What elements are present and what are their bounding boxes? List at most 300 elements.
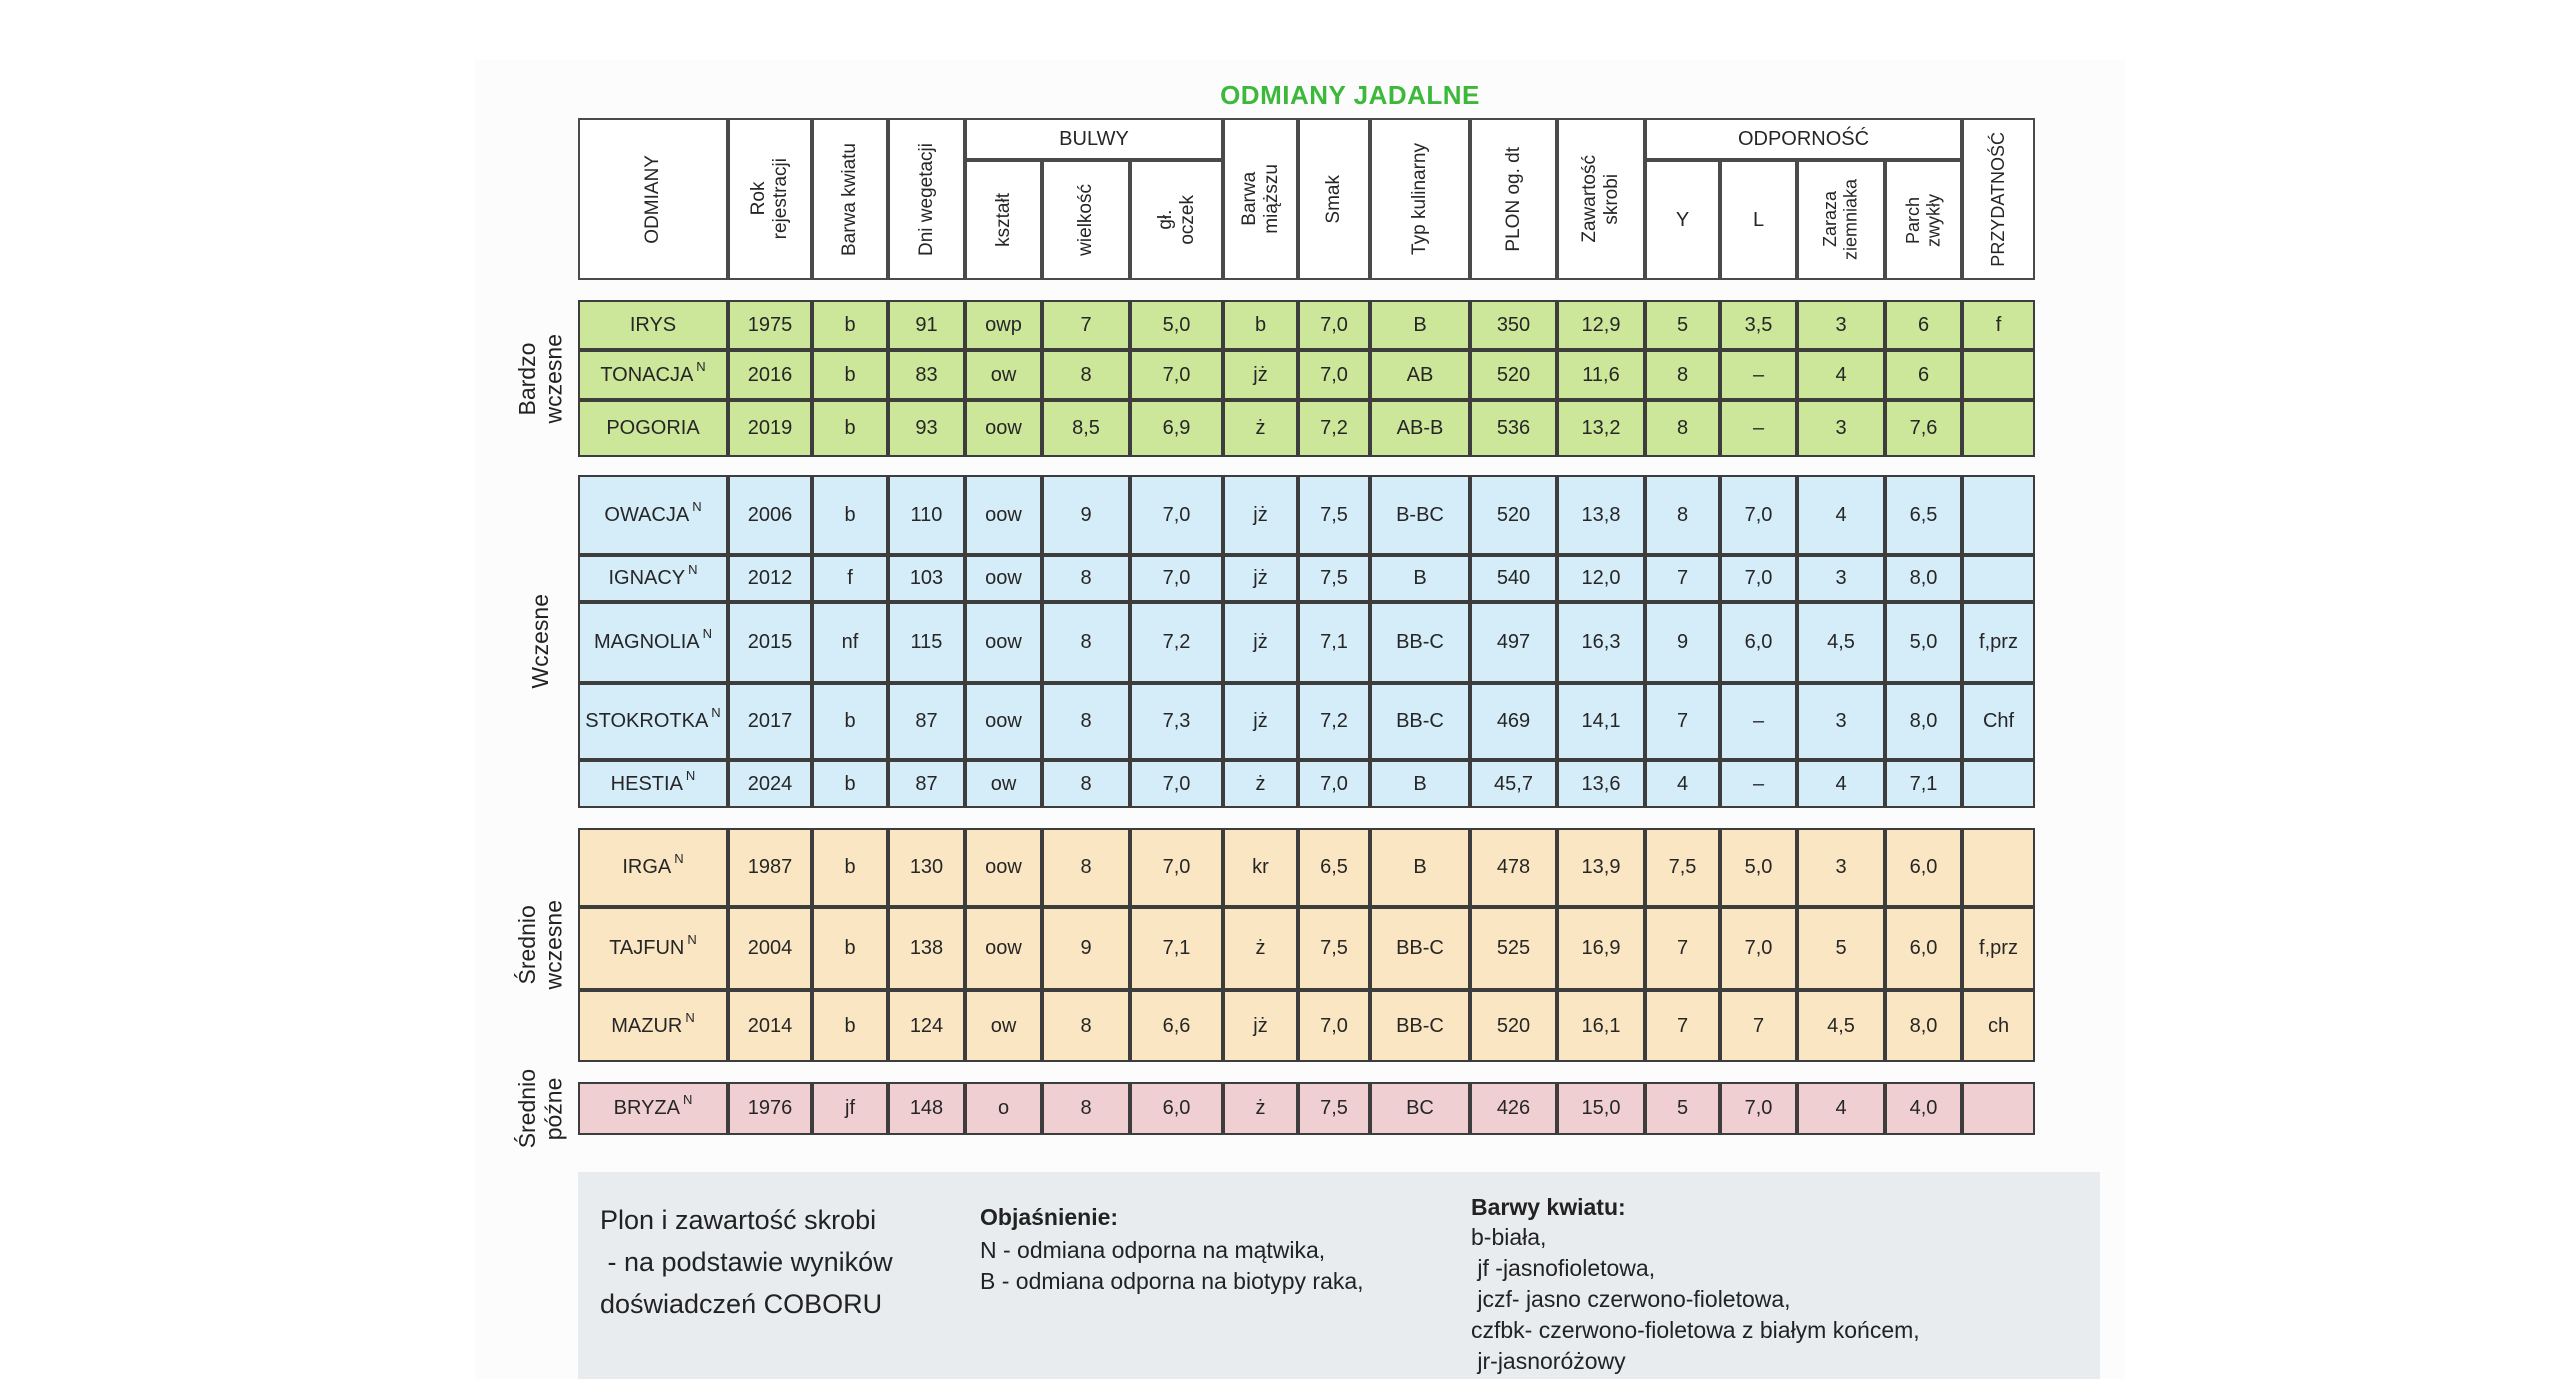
table-cell bbox=[728, 475, 812, 555]
table-cell bbox=[1797, 1082, 1885, 1135]
table-cell bbox=[1885, 350, 1962, 400]
group-label bbox=[505, 828, 575, 1062]
table-cell bbox=[1645, 555, 1720, 602]
header-przydatnosc-label: PRZYDATNOŚĆ bbox=[1988, 131, 2009, 267]
header-rok-label: Rok rejestracji bbox=[748, 158, 791, 240]
cell-value: 7 bbox=[1676, 710, 1689, 732]
table-cell bbox=[812, 475, 888, 555]
table-cell bbox=[1797, 683, 1885, 760]
cell-value: 469 bbox=[1496, 710, 1531, 732]
cell-value: 6 bbox=[1917, 313, 1930, 336]
cell-value: 7,0 bbox=[1320, 363, 1348, 386]
table-cell bbox=[1223, 828, 1298, 907]
table-cell bbox=[1885, 683, 1962, 760]
cell-value: 6 bbox=[1917, 363, 1930, 386]
table-cell bbox=[1470, 1082, 1557, 1135]
group-label bbox=[505, 475, 575, 808]
variety-name: TONACJA bbox=[600, 363, 694, 386]
cell-value: 6,0 bbox=[1162, 1097, 1191, 1119]
cell-value: 540 bbox=[1496, 567, 1531, 589]
header-barwa-kwiatu bbox=[812, 118, 888, 280]
table-cell bbox=[1885, 1082, 1962, 1135]
group-label-text: Średnio późne bbox=[513, 1068, 566, 1149]
header-odmiany bbox=[578, 118, 728, 280]
cell-value: 8,0 bbox=[1909, 1014, 1938, 1037]
header-smak-label: Smak bbox=[1323, 174, 1345, 224]
cell-value: 6,0 bbox=[1909, 856, 1938, 878]
table-cell bbox=[1298, 760, 1370, 808]
cell-value: b bbox=[844, 503, 856, 526]
table-cell bbox=[1962, 760, 2035, 808]
cell-value: ow bbox=[990, 363, 1017, 386]
cell-value: 2016 bbox=[747, 363, 793, 386]
variety-name: IGNACY bbox=[608, 567, 686, 589]
cell-value: 8 bbox=[1080, 631, 1092, 653]
variety-marker: N bbox=[688, 562, 698, 577]
cell-value: 520 bbox=[1496, 363, 1531, 386]
header-rok bbox=[728, 118, 812, 280]
cell-value: 3,5 bbox=[1744, 313, 1773, 336]
table-cell bbox=[1470, 990, 1557, 1062]
cell-value: 7,2 bbox=[1162, 631, 1191, 653]
cell-value: BB-C bbox=[1396, 631, 1444, 653]
header-y-label: Y bbox=[1675, 208, 1690, 231]
table-cell bbox=[1370, 760, 1470, 808]
cell-value: 87 bbox=[915, 772, 938, 795]
table-cell bbox=[1298, 683, 1370, 760]
header-skrobia-label: Zawartość skrobi bbox=[1579, 155, 1622, 243]
header-ksztalt-label: kształt bbox=[992, 193, 1014, 247]
table-cell bbox=[1223, 350, 1298, 400]
table-cell bbox=[1042, 1082, 1130, 1135]
cell-value: kr bbox=[1252, 856, 1269, 878]
variety-marker: N bbox=[682, 1092, 693, 1107]
cell-value: B bbox=[1413, 772, 1427, 795]
variety-name-cell bbox=[578, 1082, 728, 1135]
table-cell bbox=[1797, 760, 1885, 808]
header-przydatnosc bbox=[1962, 118, 2035, 280]
table-cell bbox=[1130, 1082, 1223, 1135]
cell-value: 7,6 bbox=[1909, 417, 1938, 439]
table-cell bbox=[728, 300, 812, 350]
cell-value: 7,0 bbox=[1320, 772, 1348, 795]
cell-value: 13,8 bbox=[1581, 503, 1621, 526]
table-cell bbox=[1042, 400, 1130, 457]
table-cell bbox=[1645, 350, 1720, 400]
cell-value: 6,0 bbox=[1744, 631, 1773, 653]
cell-value: 5 bbox=[1676, 313, 1689, 336]
table-cell bbox=[888, 300, 965, 350]
variety-name-cell bbox=[578, 990, 728, 1062]
table-cell bbox=[1962, 400, 2035, 457]
page-title: ODMIANY JADALNE bbox=[1220, 80, 1480, 110]
cell-value: 478 bbox=[1496, 856, 1531, 878]
table-cell bbox=[1645, 1082, 1720, 1135]
cell-value: 7,0 bbox=[1744, 1097, 1773, 1119]
cell-value: 7,0 bbox=[1744, 937, 1773, 959]
cell-value: 4 bbox=[1835, 363, 1847, 386]
cell-value: 7,5 bbox=[1668, 856, 1697, 878]
cell-value: ow bbox=[990, 1014, 1017, 1037]
table-cell bbox=[812, 683, 888, 760]
variety-name-cell bbox=[578, 828, 728, 907]
cell-value: AB bbox=[1406, 363, 1434, 386]
cell-value: 4 bbox=[1835, 503, 1847, 526]
table-cell bbox=[1223, 990, 1298, 1062]
header-barwa-miazszu bbox=[1223, 118, 1298, 280]
variety-name: IRGA bbox=[622, 856, 672, 878]
table-cell bbox=[728, 760, 812, 808]
cell-value: b bbox=[844, 937, 856, 959]
table-cell bbox=[1298, 400, 1370, 457]
group-label bbox=[505, 1068, 575, 1149]
variety-marker: N bbox=[685, 767, 696, 783]
table-cell bbox=[888, 760, 965, 808]
table-cell bbox=[812, 350, 888, 400]
cell-value: 5,0 bbox=[1162, 313, 1191, 336]
cell-value: 8 bbox=[1676, 363, 1689, 386]
table-cell bbox=[1470, 602, 1557, 683]
table-cell bbox=[1370, 683, 1470, 760]
table-cell bbox=[1557, 475, 1645, 555]
table-cell bbox=[1298, 828, 1370, 907]
cell-value: 525 bbox=[1496, 937, 1531, 959]
header-zaraza-label: Zaraza ziemniaka bbox=[1820, 179, 1861, 261]
cell-value: B bbox=[1413, 856, 1427, 878]
cell-value: owp bbox=[985, 313, 1022, 336]
table-cell bbox=[1130, 683, 1223, 760]
header-gl-oczek-label: gł. oczek bbox=[1154, 195, 1198, 245]
table-cell bbox=[1797, 350, 1885, 400]
cell-value: 7,0 bbox=[1162, 567, 1191, 589]
table-cell bbox=[1470, 300, 1557, 350]
cell-value: jż bbox=[1253, 710, 1268, 732]
cell-value: 7,1 bbox=[1162, 937, 1191, 959]
group-label-text: Wczesne bbox=[526, 594, 553, 689]
table-cell bbox=[1797, 990, 1885, 1062]
cell-value: B-BC bbox=[1396, 503, 1444, 526]
table-cell bbox=[1557, 828, 1645, 907]
table-cell bbox=[888, 400, 965, 457]
variety-marker: N bbox=[702, 626, 712, 641]
header-odpornosc bbox=[1645, 118, 1962, 160]
header-wielkosc bbox=[1042, 160, 1130, 280]
table-cell bbox=[728, 907, 812, 990]
cell-value: 7 bbox=[1676, 1014, 1689, 1037]
table-cell bbox=[1557, 1082, 1645, 1135]
cell-value: 1987 bbox=[747, 856, 793, 878]
table-cell bbox=[728, 683, 812, 760]
cell-value: 3 bbox=[1835, 856, 1847, 878]
cell-value: BB-C bbox=[1396, 1014, 1444, 1037]
table-cell bbox=[1720, 760, 1797, 808]
cell-value: 7,0 bbox=[1744, 503, 1773, 526]
group-label bbox=[505, 300, 575, 457]
cell-value: oow bbox=[985, 937, 1022, 959]
table-cell bbox=[812, 907, 888, 990]
cell-value: 8 bbox=[1080, 1097, 1092, 1119]
table-cell bbox=[1557, 400, 1645, 457]
table-cell bbox=[888, 907, 965, 990]
table-cell bbox=[728, 602, 812, 683]
legend-explain-text: N - odmiana odporna na mątwika, B - odmiana odporna na biotypy raka, bbox=[980, 1237, 1364, 1295]
table-cell bbox=[1042, 300, 1130, 350]
cell-value: 5,0 bbox=[1744, 856, 1773, 878]
variety-marker: N bbox=[685, 1009, 695, 1025]
cell-value: 115 bbox=[910, 631, 943, 653]
table-cell bbox=[965, 555, 1042, 602]
table-cell bbox=[1720, 1082, 1797, 1135]
variety-name-cell bbox=[578, 555, 728, 602]
table-cell bbox=[1557, 990, 1645, 1062]
cell-value: jż bbox=[1253, 631, 1268, 653]
cell-value: B bbox=[1413, 567, 1427, 589]
table-cell bbox=[812, 400, 888, 457]
table-cell bbox=[1130, 828, 1223, 907]
header-smak bbox=[1298, 118, 1370, 280]
cell-value: oow bbox=[985, 710, 1022, 732]
table-cell bbox=[888, 1082, 965, 1135]
table-cell bbox=[1042, 602, 1130, 683]
cell-value: 7,2 bbox=[1320, 417, 1348, 439]
cell-value: 2019 bbox=[747, 417, 793, 439]
cell-value: 9 bbox=[1080, 937, 1092, 959]
variety-name: MAZUR bbox=[611, 1014, 683, 1037]
table-cell bbox=[1370, 300, 1470, 350]
group-label-text: Bardzo wczesne bbox=[513, 333, 566, 424]
table-cell bbox=[1470, 683, 1557, 760]
cell-value: oow bbox=[985, 856, 1022, 878]
table-cell bbox=[1470, 760, 1557, 808]
table-cell bbox=[1962, 990, 2035, 1062]
cell-value: 16,1 bbox=[1581, 1014, 1621, 1037]
cell-value: 7,0 bbox=[1162, 363, 1191, 386]
cell-value: 15,0 bbox=[1581, 1097, 1621, 1119]
cell-value: 7,2 bbox=[1320, 710, 1348, 732]
table-cell bbox=[1720, 475, 1797, 555]
cell-value: – bbox=[1752, 417, 1765, 439]
table-cell bbox=[1470, 907, 1557, 990]
table-cell bbox=[1298, 300, 1370, 350]
cell-value: 5 bbox=[1676, 1097, 1689, 1119]
cell-value: 536 bbox=[1496, 417, 1531, 439]
cell-value: 16,3 bbox=[1581, 631, 1621, 653]
table-cell bbox=[965, 907, 1042, 990]
header-bulwy bbox=[965, 118, 1223, 160]
table-cell bbox=[1130, 350, 1223, 400]
table-cell bbox=[1130, 602, 1223, 683]
table-cell bbox=[1042, 350, 1130, 400]
table-cell bbox=[1885, 300, 1962, 350]
table-cell bbox=[1298, 1082, 1370, 1135]
table-cell bbox=[1042, 907, 1130, 990]
table-cell bbox=[1042, 683, 1130, 760]
cell-value: b bbox=[1254, 313, 1267, 336]
cell-value: 7,0 bbox=[1320, 1014, 1348, 1037]
cell-value: ż bbox=[1255, 937, 1266, 959]
cell-value: 520 bbox=[1496, 1014, 1531, 1037]
table-cell bbox=[1470, 400, 1557, 457]
table-cell bbox=[1962, 683, 2035, 760]
variety-name: BRYZA bbox=[613, 1097, 680, 1119]
table-cell bbox=[1645, 683, 1720, 760]
cell-value: ż bbox=[1255, 772, 1266, 795]
table-cell bbox=[1720, 907, 1797, 990]
cell-value: oow bbox=[985, 503, 1022, 526]
cell-value: b bbox=[844, 1014, 856, 1037]
cell-value: 3 bbox=[1835, 417, 1847, 439]
cell-value: 7,5 bbox=[1320, 567, 1348, 589]
variety-name: STOKROTKA bbox=[585, 710, 709, 732]
cell-value: 4,5 bbox=[1827, 631, 1855, 653]
table-cell bbox=[1645, 400, 1720, 457]
cell-value: 350 bbox=[1496, 313, 1531, 336]
cell-value: 2024 bbox=[747, 772, 793, 795]
table-cell bbox=[888, 990, 965, 1062]
cell-value: 7,0 bbox=[1744, 567, 1773, 589]
table-cell bbox=[1370, 990, 1470, 1062]
cell-value: b bbox=[844, 363, 856, 386]
table-cell bbox=[1042, 475, 1130, 555]
table-cell bbox=[1130, 475, 1223, 555]
cell-value: – bbox=[1752, 772, 1765, 795]
variety-marker: N bbox=[696, 358, 706, 374]
table-cell bbox=[1557, 907, 1645, 990]
table-cell bbox=[1470, 475, 1557, 555]
header-gl-oczek bbox=[1130, 160, 1223, 280]
cell-value: 124 bbox=[909, 1014, 944, 1037]
header-parch-label: Parch zwykły bbox=[1902, 193, 1944, 247]
table-cell bbox=[1797, 828, 1885, 907]
cell-value: 7,1 bbox=[1909, 772, 1938, 795]
table-cell bbox=[1720, 602, 1797, 683]
table-cell bbox=[1223, 760, 1298, 808]
cell-value: b bbox=[844, 313, 856, 336]
table-cell bbox=[965, 350, 1042, 400]
cell-value: 2012 bbox=[747, 567, 793, 589]
header-ksztalt bbox=[965, 160, 1042, 280]
table-cell bbox=[1962, 475, 2035, 555]
cell-value: 8,5 bbox=[1072, 417, 1100, 439]
cell-value: 8 bbox=[1080, 772, 1092, 795]
cell-value: b bbox=[844, 710, 856, 732]
cell-value: 7,5 bbox=[1320, 503, 1348, 526]
table-cell bbox=[965, 760, 1042, 808]
cell-value: 6,0 bbox=[1909, 937, 1938, 959]
cell-value: 11,6 bbox=[1582, 363, 1620, 386]
cell-value: 138 bbox=[909, 937, 944, 959]
header-barwa-miazszu-label: Barwa miąższu bbox=[1238, 164, 1282, 234]
table-cell bbox=[1645, 990, 1720, 1062]
cell-value: 6,5 bbox=[1320, 856, 1348, 878]
cell-value: 8 bbox=[1676, 417, 1689, 439]
table-cell bbox=[1223, 300, 1298, 350]
table-cell bbox=[888, 475, 965, 555]
header-barwa-kwiatu-label: Barwa kwiatu bbox=[839, 142, 861, 256]
cell-value: 8 bbox=[1080, 710, 1092, 732]
cell-value: 45,7 bbox=[1494, 772, 1533, 795]
table-cell bbox=[728, 555, 812, 602]
cell-value: 4 bbox=[1835, 772, 1847, 795]
variety-name: POGORIA bbox=[606, 417, 700, 439]
cell-value: 5,0 bbox=[1909, 631, 1938, 653]
cell-value: oow bbox=[985, 631, 1022, 653]
cell-value: 520 bbox=[1496, 503, 1531, 526]
cell-value: 4,0 bbox=[1909, 1097, 1938, 1119]
header-dni-label: Dni wegetacji bbox=[915, 142, 937, 256]
table-cell bbox=[1885, 760, 1962, 808]
cell-value: BB-C bbox=[1396, 937, 1444, 959]
table-cell bbox=[1720, 828, 1797, 907]
legend-explain-title: Objaśnienie: bbox=[980, 1204, 1119, 1230]
cell-value: 2004 bbox=[747, 937, 793, 959]
cell-value: 8 bbox=[1080, 567, 1092, 589]
table-cell bbox=[1370, 828, 1470, 907]
legend-panel bbox=[578, 1172, 2100, 1379]
cell-value: BB-C bbox=[1396, 710, 1444, 732]
cell-value: 9 bbox=[1676, 631, 1689, 653]
cell-value: f bbox=[1995, 313, 2002, 336]
header-plon bbox=[1470, 118, 1557, 280]
table-cell bbox=[888, 683, 965, 760]
variety-name-cell bbox=[578, 400, 728, 457]
table-cell bbox=[728, 1082, 812, 1135]
cell-value: 12,9 bbox=[1581, 313, 1621, 336]
header-odmiany-label: ODMIANY bbox=[642, 154, 664, 244]
cell-value: 13,6 bbox=[1581, 772, 1621, 795]
table-cell bbox=[728, 350, 812, 400]
cell-value: 14,1 bbox=[1581, 710, 1621, 732]
cell-value: 6,6 bbox=[1162, 1014, 1191, 1037]
cell-value: 7 bbox=[1676, 567, 1689, 589]
table-cell bbox=[1298, 907, 1370, 990]
legend-source-note: Plon i zawartość skrobi - na podstawie wyników doświadczeń COBORU bbox=[600, 1205, 893, 1319]
table-cell bbox=[1370, 1082, 1470, 1135]
table-cell bbox=[812, 300, 888, 350]
cell-value: 7,0 bbox=[1162, 856, 1191, 878]
cell-value: 7,0 bbox=[1162, 772, 1191, 795]
table-cell bbox=[1885, 828, 1962, 907]
table-cell bbox=[1370, 602, 1470, 683]
cell-value: ż bbox=[1255, 417, 1266, 439]
table-cell bbox=[1720, 990, 1797, 1062]
cell-value: 148 bbox=[909, 1097, 944, 1119]
cell-value: ow bbox=[990, 772, 1017, 795]
cell-value: f,prz bbox=[1979, 937, 2018, 959]
cell-value: 426 bbox=[1496, 1097, 1531, 1119]
table-cell bbox=[965, 475, 1042, 555]
cell-value: 87 bbox=[915, 710, 938, 732]
cell-value: 3 bbox=[1835, 567, 1847, 589]
variety-name-cell bbox=[578, 350, 728, 400]
table-cell bbox=[1370, 555, 1470, 602]
cell-value: 7,1 bbox=[1320, 631, 1348, 653]
table-cell bbox=[812, 602, 888, 683]
table-cell bbox=[728, 828, 812, 907]
cell-value: jf bbox=[845, 1097, 855, 1119]
table-cell bbox=[1130, 990, 1223, 1062]
cell-value: 2015 bbox=[747, 631, 793, 653]
variety-name: HESTIA bbox=[610, 772, 683, 795]
header-wielkosc-label: wielkość bbox=[1075, 184, 1097, 256]
table-cell bbox=[1557, 350, 1645, 400]
cell-value: 3 bbox=[1835, 710, 1847, 732]
header-typ bbox=[1370, 118, 1470, 280]
header-zaraza bbox=[1797, 160, 1885, 280]
cell-value: – bbox=[1752, 710, 1765, 732]
table-cell bbox=[1962, 300, 2035, 350]
cell-value: – bbox=[1752, 363, 1765, 386]
